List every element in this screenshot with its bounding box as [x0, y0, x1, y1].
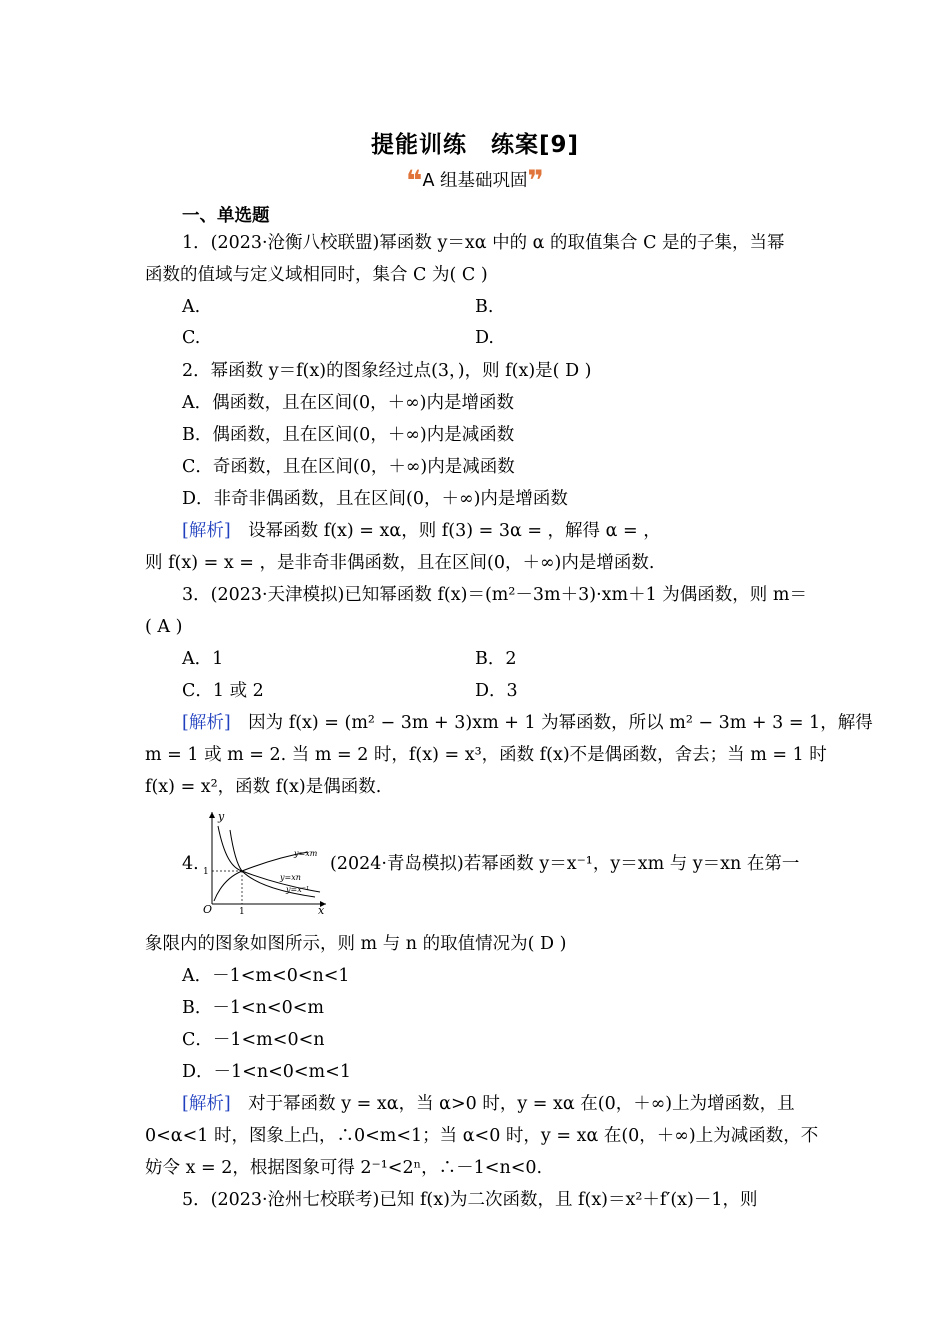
group-subtitle [0, 164, 950, 197]
close-quote-icon: ❞ [527, 164, 544, 197]
q4-option-c: C．－1<m<0<n [182, 1030, 325, 1050]
q3-option-d: D．3 [475, 681, 518, 701]
q3-analysis-line1 [182, 711, 873, 735]
tick-y-1: 1 [203, 867, 209, 877]
page-title: 提能训练 练案[9] [370, 132, 580, 158]
y-axis-label: y [218, 810, 225, 823]
q1-option-d: D. [475, 328, 494, 348]
q1-option-b: B. [475, 297, 494, 317]
q2-option-b: B．偶函数，且在区间(0，＋∞)内是减函数 [182, 425, 515, 445]
q3-option-a: A．1 [182, 649, 224, 669]
q3-analysis-line2: m = 1 或 m = 2. 当 m = 2 时，f(x) = x³，函数 f(x)不是偶函数，舍去；当 m = 1 时 [145, 745, 827, 765]
open-quote-icon: ❝ [406, 164, 423, 197]
q4-option-d: D．－1<n<0<m<1 [182, 1062, 351, 1082]
q4-stem-line2: 象限内的图象如图所示，则 m 与 n 的取值情况为( D ) [145, 934, 567, 954]
q1-stem-line2: 函数的值域与定义域相同时，集合 C 为( C ) [145, 265, 488, 285]
q4-number: 4. [182, 854, 199, 874]
q4-analysis-line2: 0<α<1 时，图象上凸，∴0<m<1；当 α<0 时，y = xα 在(0，＋∞)上为减函数，不 [145, 1126, 819, 1146]
label-curve-m: y=xm [294, 849, 318, 858]
q5-stem: 5．(2023·沧州七校联考)已知 f(x)为二次函数，且 f(x)＝x²＋f′(x)－1，则 [182, 1190, 758, 1210]
group-subtitle-text: A 组基础巩固 [422, 171, 528, 191]
q3-stem-line2: ( A ) [145, 617, 183, 637]
q4-option-a: A．－1<m<0<n<1 [182, 966, 350, 986]
y-axis-arrow-icon [209, 812, 215, 818]
q3-option-c: C．1 或 2 [182, 681, 264, 701]
label-curve-inverse: y=x⁻¹ [286, 885, 310, 894]
q2-analysis-line2: 则 f(x) = x = ，是非奇非偶函数，且在区间(0，＋∞)内是增函数. [145, 553, 655, 573]
analysis-label: [解析] [182, 521, 231, 541]
q2-option-d: D．非奇非偶函数，且在区间(0，＋∞)内是增函数 [182, 489, 568, 509]
q4-stem-line1: (2024·青岛模拟)若幂函数 y＝x⁻¹，y＝xm 与 y＝xn 在第一 [330, 854, 800, 874]
q4-analysis-line3: 妨令 x = 2，根据图象可得 2⁻¹<2ⁿ，∴－1<n<0. [145, 1158, 543, 1178]
q4-analysis-line1 [182, 1092, 842, 1116]
analysis-label: [解析] [182, 1094, 231, 1114]
q3-stem-line1: 3．(2023·天津模拟)已知幂函数 f(x)＝(m²－3m＋3)·xm＋1 为偶函数，则 m＝ [182, 585, 807, 605]
q2-analysis-line1 [182, 519, 842, 543]
label-curve-n: y=xn [280, 873, 301, 882]
q1-option-c: C. [182, 328, 201, 348]
q2-stem: 2．幂函数 y＝f(x)的图象经过点(3，)，则 f(x)是( D ) [182, 361, 592, 381]
x-axis-label: x [318, 904, 325, 914]
section-title: 一、单选题 [182, 206, 270, 226]
q3-option-b: B．2 [475, 649, 517, 669]
q1-option-a: A. [182, 297, 201, 317]
tick-x-1: 1 [239, 907, 245, 914]
curve-x-inverse [218, 826, 320, 892]
q2-option-c: C．奇函数，且在区间(0，＋∞)内是减函数 [182, 457, 515, 477]
q4-option-b: B．－1<n<0<m [182, 998, 324, 1018]
power-function-graph [190, 806, 330, 914]
q3-analysis-text1: 因为 f(x) = (m² − 3m + 3)xm + 1 为幂函数，所以 m² − 3m + 3 = 1，解得 [248, 713, 873, 733]
q4-analysis-text1: 对于幂函数 y = xα，当 α>0 时，y = xα 在(0，＋∞)上为增函数，且 [248, 1094, 795, 1114]
origin-label: O [203, 903, 213, 914]
analysis-label: [解析] [182, 713, 231, 733]
q3-analysis-line3: f(x) = x²，函数 f(x)是偶函数. [145, 777, 382, 797]
q2-option-a: A．偶函数，且在区间(0，＋∞)内是增函数 [182, 393, 515, 413]
q2-analysis-text1: 设幂函数 f(x) = xα，则 f(3) = 3α = ，解得 α = ， [248, 521, 661, 541]
q1-stem-line1: 1．(2023·沧衡八校联盟)幂函数 y＝xα 中的 α 的取值集合 C 是的子集，当幂 [182, 233, 785, 253]
